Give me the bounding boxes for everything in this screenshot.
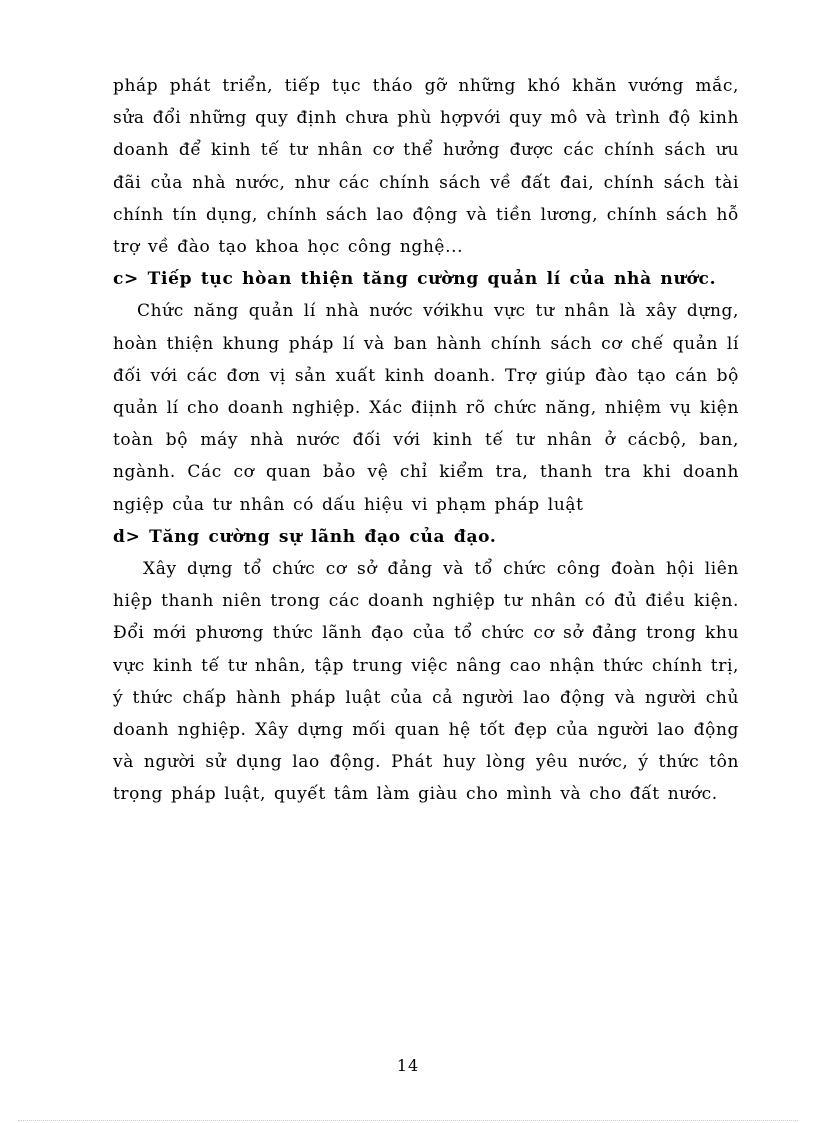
page-number: 14 — [396, 1056, 420, 1075]
paragraph-policy-continuation: pháp phát triển, tiếp tục tháo gỡ những khó khăn vướng mắc, sửa đổi những quy định chưa phù hợpvới quy mô và trình độ kinh doanh để kinh tế tư nhân cơ thể hưởng được các chính sách ưu đãi của nhà nước, như các chính sách về đất đai, chính sách tài chính tín dụng, chính sách lao động và tiền lương, chính sách hỗ trợ về đào tạo khoa học công nghệ... — [113, 76, 739, 258]
page-bottom-divider — [18, 1120, 798, 1121]
paragraph-party-leadership: Xây dựng tổ chức cơ sở đảng và tổ chức công đoàn hội liên hiệp thanh niên trong các doanh nghiệp tư nhân có đủ điều kiện. Đổi mới phương thức lãnh đạo của tổ chức cơ sở đảng trong khu vực kinh tế tư nhân, tập trung việc nâng cao nhận thức chính trị, ý thức chấp hành pháp luật của cả người lao động và người chủ doanh nghiệp. Xây dựng mối quan hệ tốt đẹp của người lao động và người sử dụng lao động. Phát huy lòng yêu nước, ý thức tôn trọng pháp luật, quyết tâm làm giàu cho mình và cho đất nước. — [113, 559, 739, 805]
document-body — [113, 70, 739, 811]
section-heading-c: c> Tiếp tục hòan thiện tăng cường quản lí của nhà nước. — [113, 269, 717, 290]
section-heading-d: d> Tăng cường sự lãnh đạo của đạo. — [113, 526, 497, 547]
paragraph-state-management: Chức năng quản lí nhà nước vớikhu vực tư nhân là xây dựng, hoàn thiện khung pháp lí và ban hành chính sách cơ chế quản lí đối với các đơn vị sản xuất kinh doanh. Trợ giúp đào tạo cán bộ quản lí cho doanh nghiệp. Xác điịnh rõ chức năng, nhiệm vụ kiện toàn bộ máy nhà nước đối với kinh tế tư nhân ở cácbộ, ban, ngành. Các cơ quan bảo vệ chỉ kiểm tra, thanh tra khi doanh ngiệp của tư nhân có dấu hiệu vi phạm pháp luật — [113, 301, 739, 515]
